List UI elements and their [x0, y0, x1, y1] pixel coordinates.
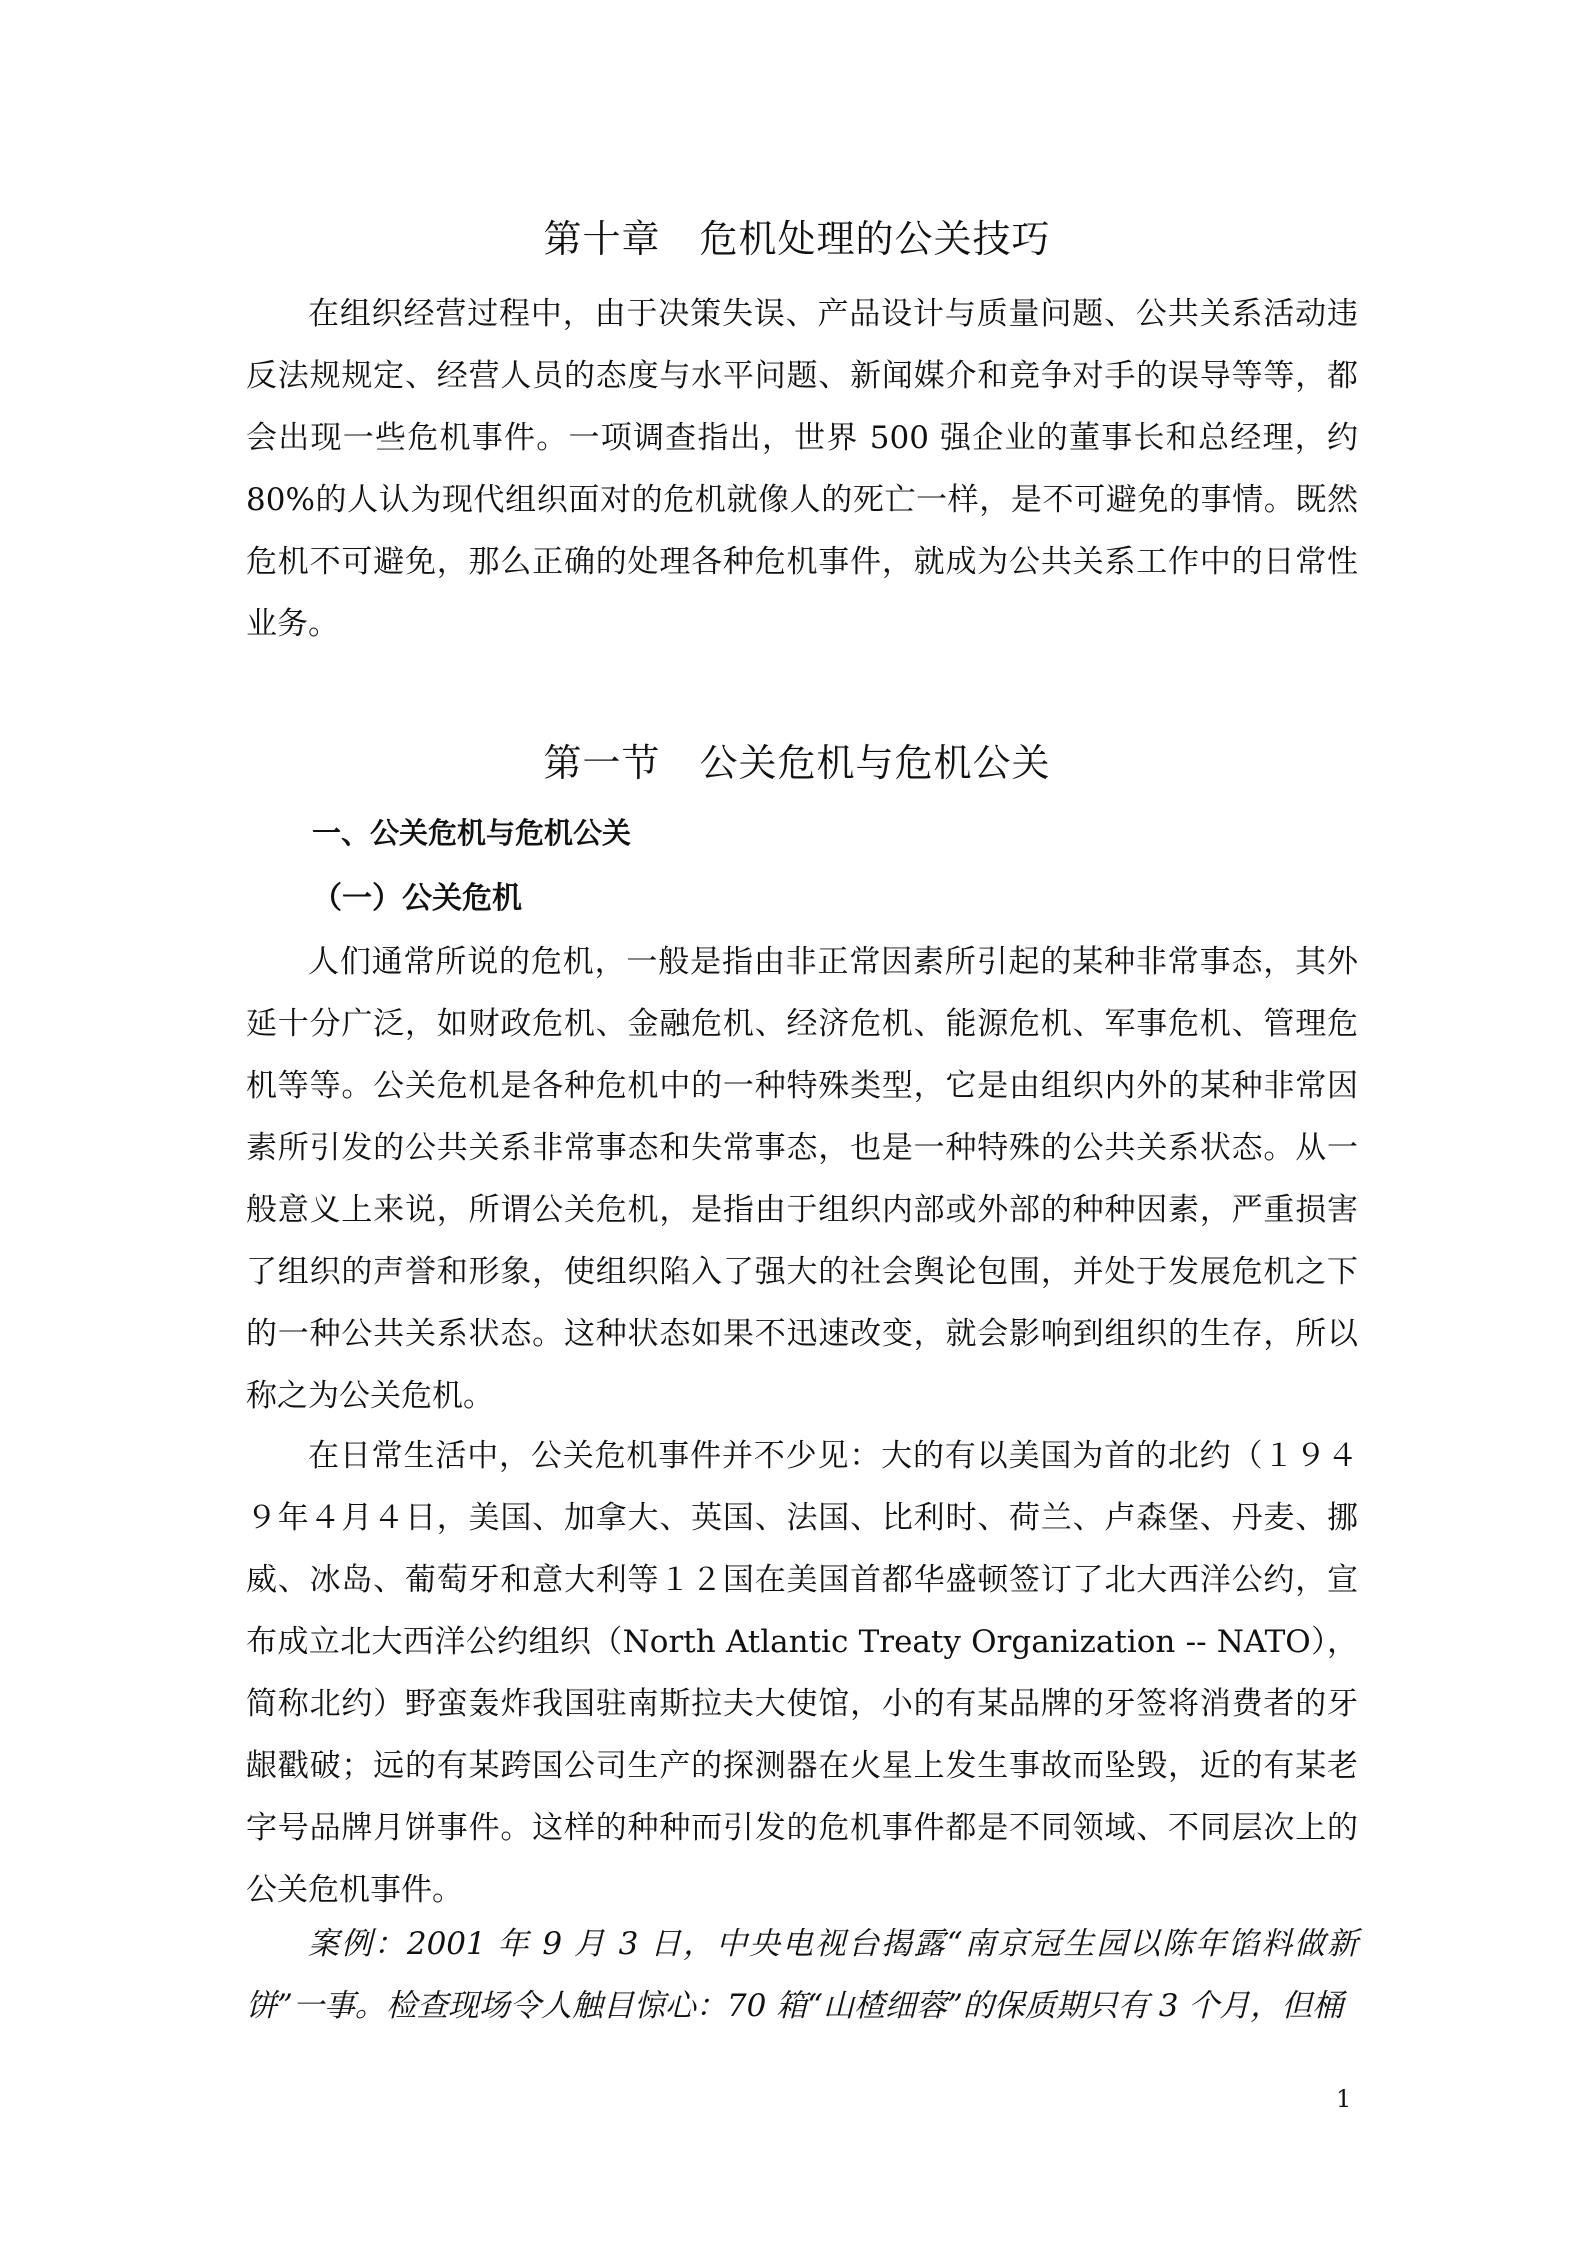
chapter-title: 第十章 危机处理的公关技巧	[543, 217, 1051, 261]
case-paragraph: 案例：2001 年 9 月 3 日，中央电视台揭露“南京冠生园以陈年馅料做新饼”一事。检查现场令人触目惊心：70 箱“山楂细蓉”的保质期只有 3 个月，但桶	[246, 1926, 1358, 2024]
body-paragraph: 在日常生活中，公关危机事件并不少见：大的有以美国为首的北约（１９４９年４月４日，美国、加拿大、英国、法国、比利时、荷兰、卢森堡、丹麦、挪威、冰岛、葡萄牙和意大利等１２国在美国首都华盛顿签订了北大西洋公约，宣布成立北大西洋公约组织（North Atlantic Treaty Organization -- NATO），简称北约）野蛮轰炸我国驻南斯拉夫大使馆，小的有某品牌的牙签将消费者的牙龈戳破；远的有某跨国公司生产的探测器在火星上发生事故而坠毁，近的有某老字号品牌月饼事件。这样的种种而引发的危机事件都是不同领域、不同层次上的公关危机事件。	[246, 1438, 1358, 1908]
body-paragraph: 人们通常所说的危机，一般是指由非正常因素所引起的某种非常事态，其外延十分广泛，如财政危机、金融危机、经济危机、能源危机、军事危机、管理危机等等。公关危机是各种危机中的一种特殊类型，它是由组织内外的某种非常因素所引发的公共关系非常事态和失常事态，也是一种特殊的公共关系状态。从一般意义上来说，所谓公关危机，是指由于组织内部或外部的种种因素，严重损害了组织的声誉和形象，使组织陷入了强大的社会舆论包围，并处于发展危机之下的一种公共关系状态。这种状态如果不迅速改变，就会影响到组织的生存，所以称之为公关危机。	[246, 944, 1358, 1414]
page-number: 1	[1336, 2085, 1352, 2113]
subsubsection-heading: （一）公关危机	[312, 881, 522, 916]
subsection-heading: 一、公关危机与危机公关	[312, 816, 632, 850]
section-title: 第一节 公关危机与危机公关	[543, 741, 1051, 785]
chapter-intro-paragraph: 在组织经营过程中，由于决策失误、产品设计与质量问题、公共关系活动违反法规规定、经营人员的态度与水平问题、新闻媒介和竞争对手的误导等等，都会出现一些危机事件。一项调查指出，世界 500 强企业的董事长和总经理，约 80%的人认为现代组织面对的危机就像人的死亡一样，是不可避免的事情。既然危机不可避免，那么正确的处理各种危机事件，就成为公共关系工作中的日常性业务。	[246, 296, 1358, 642]
